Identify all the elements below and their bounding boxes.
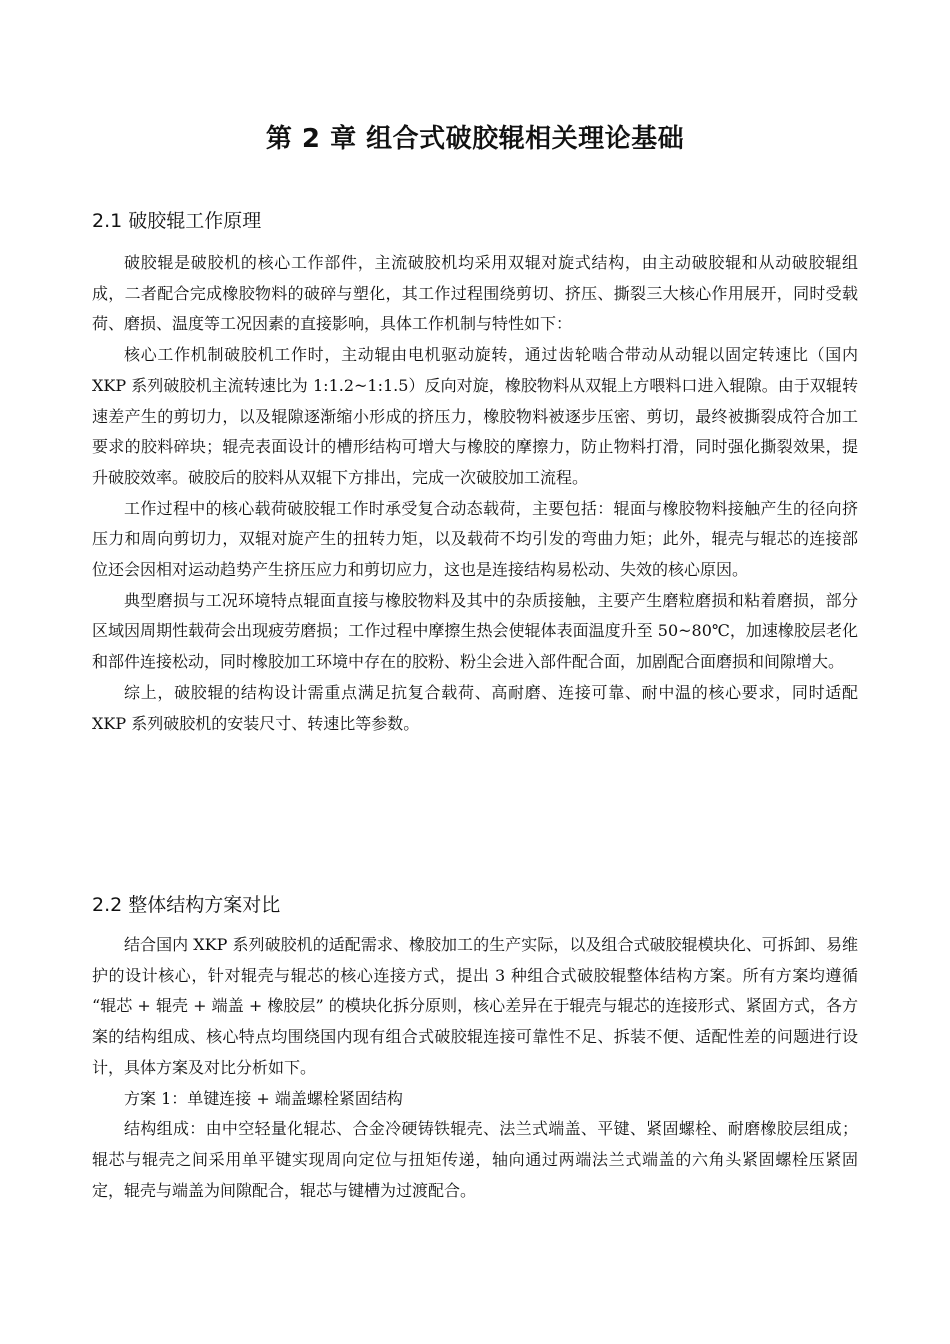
paragraph: 破胶辊是破胶机的核心工作部件，主流破胶机均采用双辊对旋式结构，由主动破胶辊和从动破胶辊组成，二者配合完成橡胶物料的破碎与塑化，其工作过程围绕剪切、挤压、撕裂三大核心作用展开，同时受载荷、磨损、温度等工况因素的直接影响，具体工作机制与特性如下：	[92, 253, 858, 334]
section-body-2-2	[92, 930, 858, 1206]
section-heading-2-2: 2.2 整体结构方案对比	[92, 894, 281, 916]
paragraph: 典型磨损与工况环境特点辊面直接与橡胶物料及其中的杂质接触，主要产生磨粒磨损和粘着磨损，部分区域因周期性载荷会出现疲劳磨损；工作过程中摩擦生热会使辊体表面温度升至 50~80℃，加速橡胶层老化和部件连接松动，同时橡胶加工环境中存在的胶粉、粉尘会进入部件配合面，加剧配合面磨损和间隙增大。	[92, 590, 858, 672]
paragraph: 结构组成：由中空轻量化辊芯、合金冷硬铸铁辊壳、法兰式端盖、平键、紧固螺栓、耐磨橡胶层组成；辊芯与辊壳之间采用单平键实现周向定位与扭矩传递，轴向通过两端法兰式端盖的六角头紧固螺栓压紧固定，辊壳与端盖为间隙配合，辊芯与键槽为过渡配合。	[92, 1119, 858, 1200]
paragraph: 方案 1：单键连接 + 端盖螺栓紧固结构	[124, 1088, 403, 1108]
paragraph: 综上，破胶辊的结构设计需重点满足抗复合载荷、高耐磨、连接可靠、耐中温的核心要求，同时适配 XKP 系列破胶机的安装尺寸、转速比等参数。	[92, 682, 858, 733]
paragraph: 工作过程中的核心载荷破胶辊工作时承受复合动态载荷，主要包括：辊面与橡胶物料接触产生的径向挤压力和周向剪切力，双辊对旋产生的扭转力矩，以及载荷不均引发的弯曲力矩；此外，辊壳与辊芯的连接部位还会因相对运动趋势产生挤压应力和剪切应力，这也是连接结构易松动、失效的核心原因。	[92, 498, 858, 580]
paragraph: 结合国内 XKP 系列破胶机的适配需求、橡胶加工的生产实际，以及组合式破胶辊模块化、可拆卸、易维护的设计核心，针对辊壳与辊芯的核心连接方式，提出 3 种组合式破胶辊整体结构方案。所有方案均遵循 “辊芯 + 辊壳 + 端盖 + 橡胶层” 的模块化拆分原则，核心差异在于辊壳与辊芯的连接形式、紧固方式，各方案的结构组成、核心特点均围绕国内现有组合式破胶辊连接可靠性不足、拆装不便、适配性差的问题进行设计，具体方案及对比分析如下。	[92, 935, 858, 1077]
chapter-title: 第 2 章 组合式破胶辊相关理论基础	[265, 124, 685, 154]
paragraph: 核心工作机制破胶机工作时，主动辊由电机驱动旋转，通过齿轮啮合带动从动辊以固定转速比（国内 XKP 系列破胶机主流转速比为 1:1.2~1:1.5）反向对旋，橡胶物料从双辊上方喂料口进入辊隙。由于双辊转速差产生的剪切力，以及辊隙逐渐缩小形成的挤压力，橡胶物料被逐步压密、剪切，最终被撕裂成符合加工要求的胶料碎块；辊壳表面设计的槽形结构可增大与橡胶的摩擦力，防止物料打滑，同时强化撕裂效果，提升破胶效率。破胶后的胶料从双辊下方排出，完成一次破胶加工流程。	[92, 345, 858, 487]
section-body-2-1	[92, 248, 858, 739]
section-heading-2-1: 2.1 破胶辊工作原理	[92, 210, 262, 232]
